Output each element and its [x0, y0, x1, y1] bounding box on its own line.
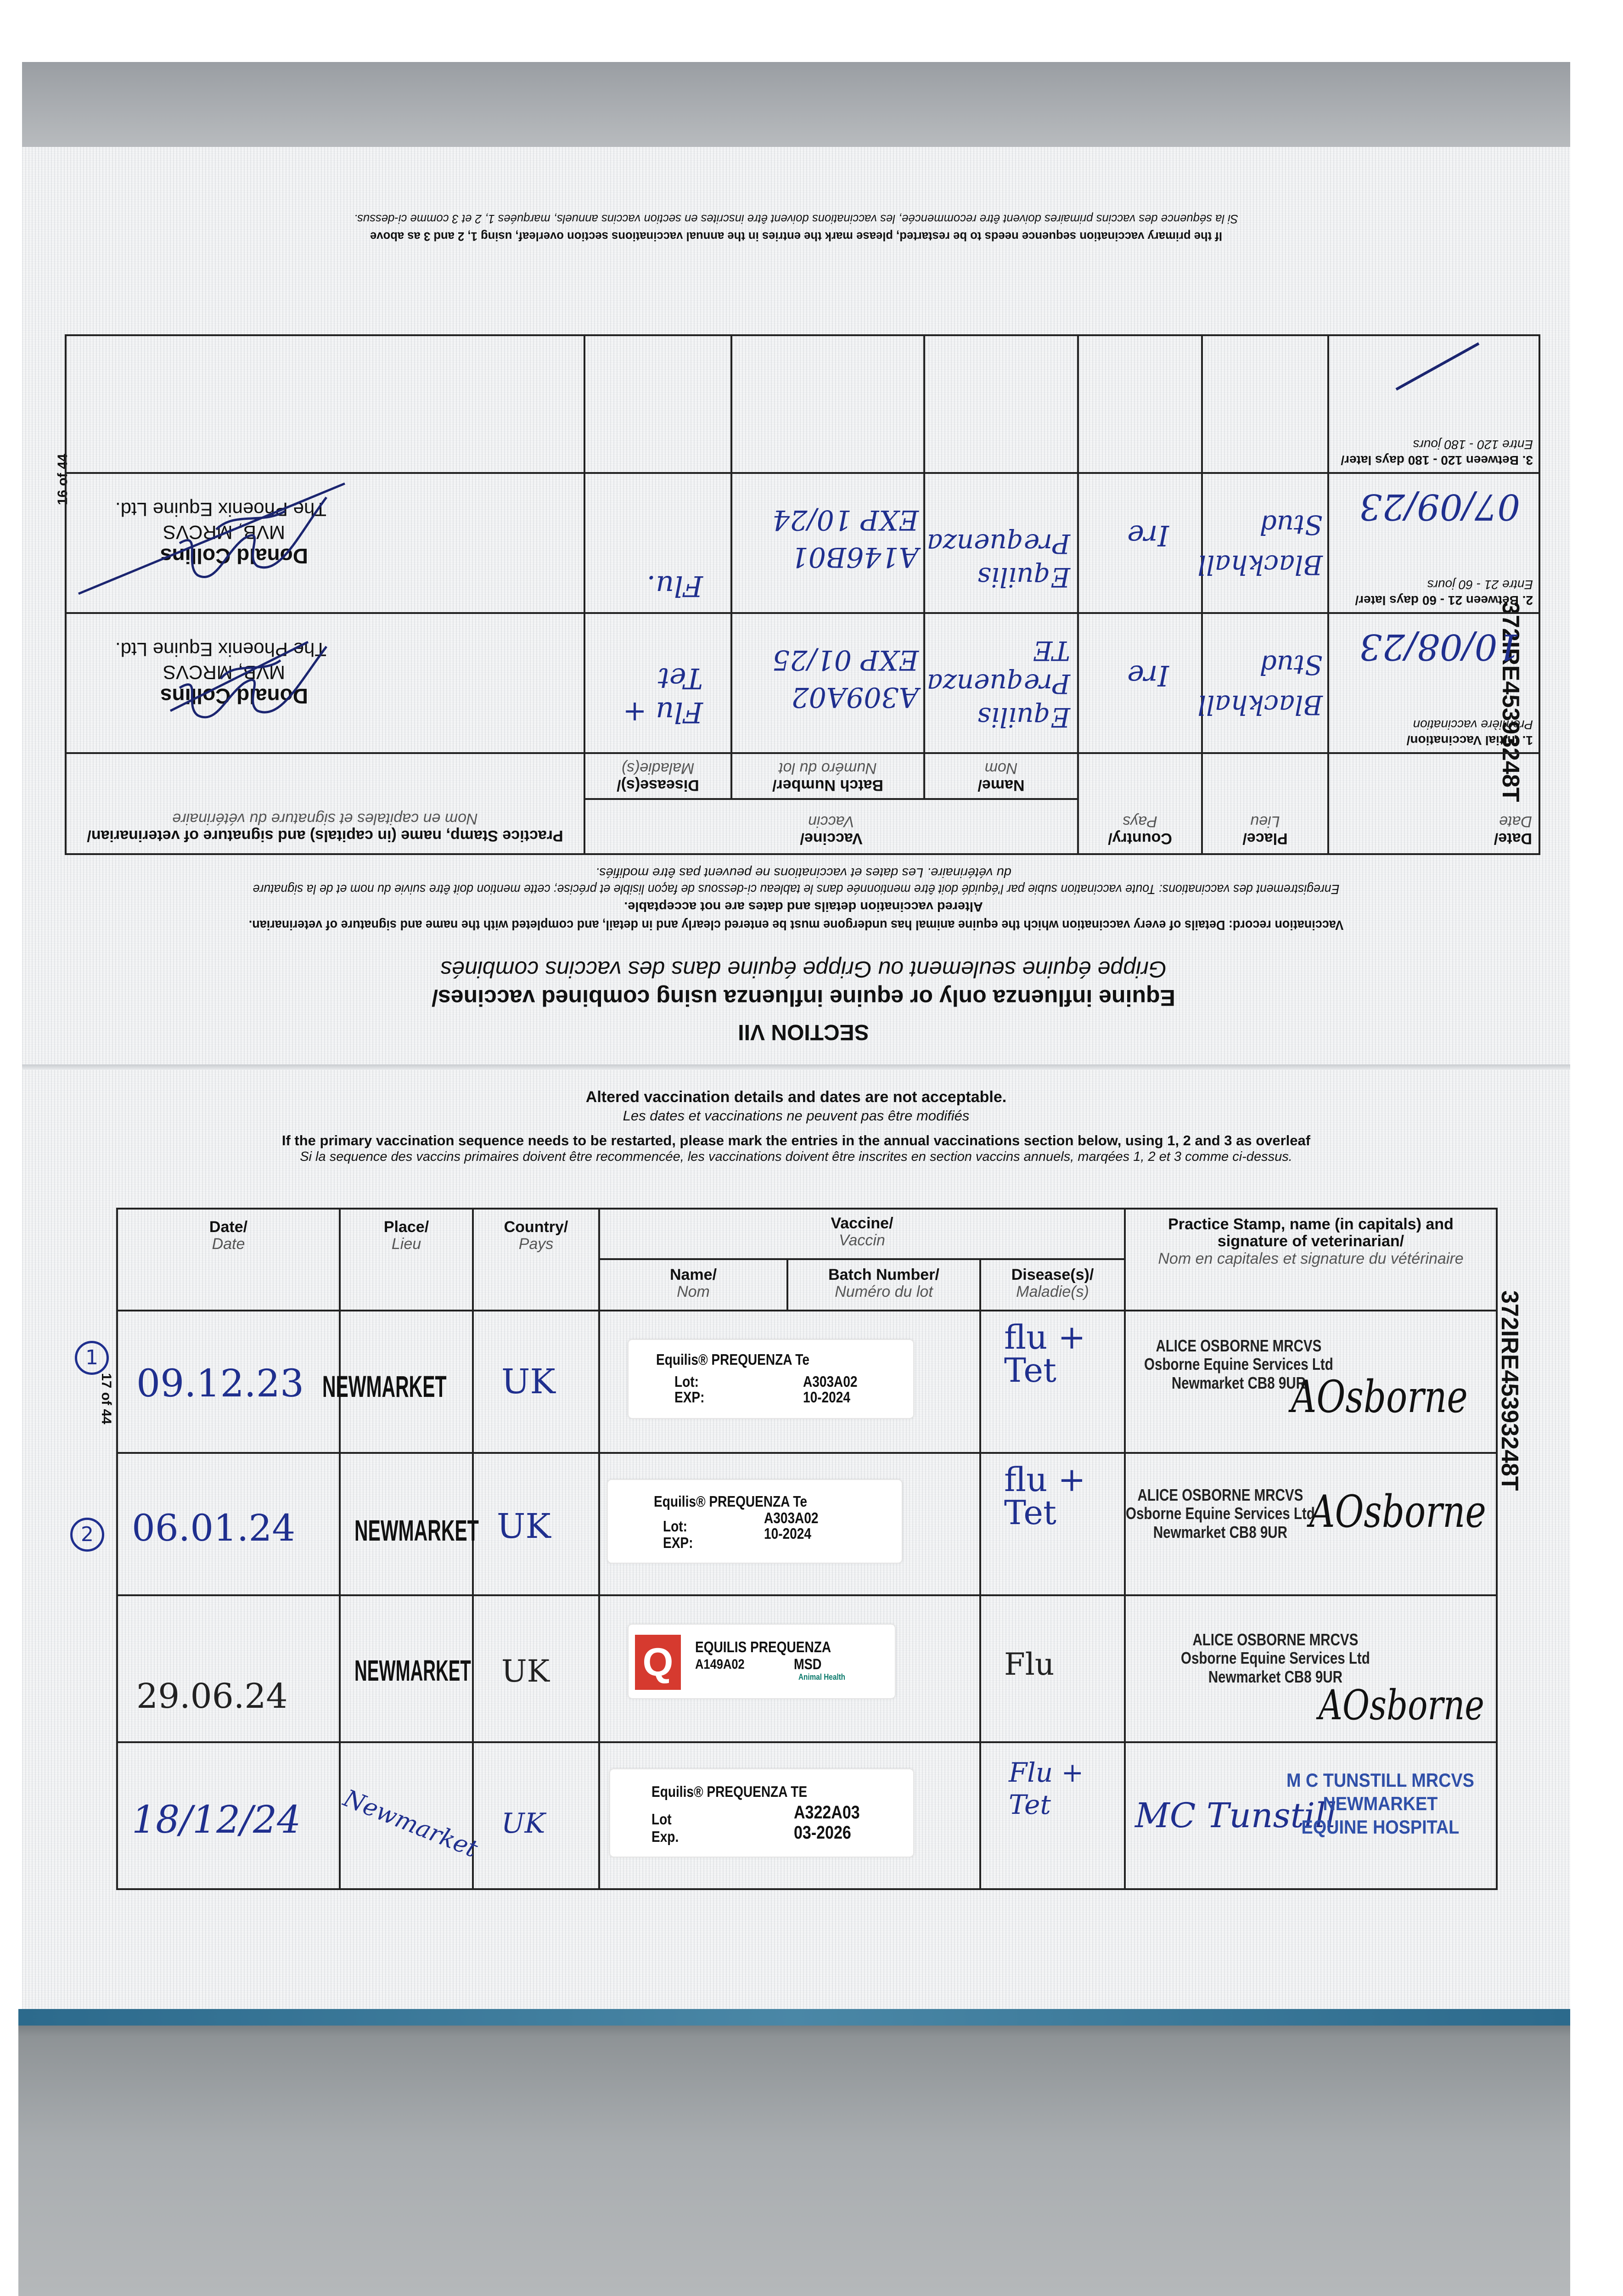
row2-label: 2. Between 21 - 60 days later/: [1355, 593, 1533, 608]
page-17: [22, 1070, 1570, 2009]
row4-lot-label: Lot: [651, 1811, 672, 1828]
row2-stamp-line1: ALICE OSBORNE MRCVS: [1137, 1486, 1303, 1504]
row2-vet-qual: MVB, MRCVS: [163, 522, 285, 543]
header-place: Place/ Lieu: [1202, 753, 1328, 854]
passport-id-side: 372IRE45393248T: [1497, 602, 1524, 802]
row1-stamp-line2: Osborne Equine Services Ltd: [1144, 1355, 1333, 1374]
row1-label-brand: Equilis® PREQUENZA Te: [656, 1351, 809, 1368]
row1-place: Blackhall Stud: [1197, 649, 1323, 720]
passport-cover-edge: [18, 2009, 1570, 2026]
row2-place: Blackhall Stud: [1197, 509, 1323, 580]
scanner-border-bottom: [18, 2009, 1570, 2296]
scanner-border-top: [22, 62, 1570, 147]
row4-stamp-cell: [1125, 1742, 1497, 1889]
passport-id-side: 372IRE45393248T: [1496, 1290, 1523, 1491]
header-vaccine: Vaccine/ Vaccin: [584, 799, 1078, 854]
altered-en: Altered vaccination details and dates are not acceptable.: [585, 1088, 1007, 1106]
row2-signature: [69, 479, 354, 603]
row4-signature: MC Tunstill: [1135, 1796, 1337, 1835]
row2-label-brand: Equilis® PREQUENZA Te: [654, 1493, 807, 1510]
page-16: [22, 147, 1570, 1070]
row1-signature: [161, 633, 336, 738]
row2-batch-cell: [731, 473, 924, 613]
header-date: Date/ Date: [117, 1209, 340, 1311]
row4-vaccine-label: [609, 1768, 914, 1857]
row1-stamp-line1: ALICE OSBORNE MRCVS: [1156, 1336, 1322, 1355]
row3-stamp-line2: Osborne Equine Services Ltd: [1181, 1649, 1370, 1668]
restart-en: If the primary vaccination sequence needs to be restarted, please mark the entries in the annual vaccinations section overleaf, using 1, 2 and 3 as above: [370, 230, 1223, 243]
page-number: 17 of 44: [99, 1373, 114, 1424]
row2-stamp: [1126, 1486, 1315, 1542]
row1-stamp-line3: Newmarket CB8 9UR: [1171, 1373, 1306, 1392]
header-disease: Disease(s)/ Maladie(s): [584, 753, 731, 799]
row3-label-brand: EQUILIS PREQUENZA: [695, 1638, 831, 1655]
row3-batch-cell: [731, 335, 924, 473]
page-16-rotated-content: [22, 147, 1570, 1070]
q-logo: Q: [635, 1635, 681, 1690]
sequence-marker-2: 2: [70, 1518, 104, 1552]
row4-date-cell: [117, 1742, 340, 1889]
row2-country: UK: [497, 1507, 551, 1546]
header-disease: Disease(s)/ Maladie(s): [980, 1259, 1125, 1311]
row3-stamp-line3: Newmarket CB8 9UR: [1208, 1667, 1342, 1686]
record-fr-2: du vétérinaire. Les dates et vaccinations ne peuvent pas être modifiés.: [595, 865, 1011, 880]
row3-disease-cell: [584, 335, 731, 473]
row1-date-cell: [117, 1311, 340, 1453]
row2-country-cell: [1078, 473, 1202, 613]
row1-disease-cell: [584, 613, 731, 753]
row4-country-cell: [473, 1742, 599, 1889]
table-row: [117, 1742, 1497, 1889]
row4-lot: A322A03: [794, 1802, 860, 1823]
altered-fr: Les dates et vaccinations ne peuvent pas être modifiés: [623, 1108, 970, 1124]
row2-place-cell: [340, 1453, 479, 1595]
row3-label: 3. Between 120 - 180 days later/: [1341, 453, 1533, 467]
row2-lot-label: Lot:: [663, 1518, 687, 1535]
row1-place-cell: [1197, 613, 1328, 753]
row4-place: Newmarket: [339, 1784, 482, 1863]
header-name: Name/ Nom: [599, 1259, 787, 1311]
row1-vet-name: Donald Collins: [160, 684, 308, 708]
row2-date: 06.01.24: [132, 1507, 296, 1549]
header-date: Date/ Date: [1328, 753, 1539, 854]
row2-vaccine-label-cell: [599, 1453, 980, 1595]
row2-disease: Flu.: [646, 569, 703, 603]
row1-disease-cell: [980, 1311, 1125, 1453]
header-batch: Batch Number/ Numéro du lot: [787, 1259, 980, 1311]
row1-country-cell: [473, 1311, 599, 1453]
row4-exp: 03-2026: [794, 1823, 851, 1843]
msd-logo-sub: Animal Health: [798, 1672, 846, 1682]
row4-stamp-line1: M C TUNSTILL MRCVS: [1286, 1769, 1474, 1791]
row3-vaccine-label: [628, 1624, 896, 1699]
row1-stamp-cell: [66, 613, 584, 753]
row1-vet-qual: MVB, MRCVS: [163, 662, 285, 683]
row1-country: UK: [501, 1362, 556, 1401]
page-number: 16 of 44: [55, 454, 70, 505]
row1-country-cell: [1078, 613, 1202, 753]
record-en: Vaccination record: Details of every vaccination which the equine animal has undergone must be entered clearly and in detail, and completed with the name and signature of veterinarian.: [248, 917, 1344, 932]
header-vaccine: Vaccine/ Vaccin: [599, 1209, 1125, 1259]
row3-strike: [1392, 339, 1483, 394]
row3-place: NEWMARKET: [354, 1654, 471, 1687]
restart-fr: Si la sequence des vaccins primaires doivent être recommencée, les vaccinations doivent être inscrites en section vaccins annuels, marqées 1, 2 et 3 comme ci-dessus.: [300, 1149, 1292, 1164]
row3-stamp-cell: [1125, 1595, 1497, 1742]
row2-disease-cell: [584, 473, 731, 613]
row4-disease-cell: [980, 1742, 1125, 1889]
row1-date-cell: [1328, 613, 1539, 753]
row4-vaccine-label-cell: [599, 1742, 980, 1889]
row3-name-cell: [924, 335, 1078, 473]
sequence-marker-1: 1: [75, 1341, 109, 1375]
row1-lot: A303A02: [803, 1373, 858, 1390]
row2-disease-cell: [980, 1453, 1125, 1595]
row4-label-brand: Equilis® PREQUENZA TE: [651, 1783, 808, 1800]
msd-logo: MSD: [794, 1656, 822, 1672]
row3-signature: AOsborne: [1319, 1681, 1484, 1729]
row2-place: NEWMARKET: [354, 1514, 479, 1547]
row3-vaccine-label-cell: [599, 1595, 980, 1742]
row3-stamp: [1181, 1631, 1370, 1686]
row1-disease: Flu + Tet: [623, 661, 703, 729]
table-row: [117, 1595, 1497, 1742]
row1-signature: AOsborne: [1291, 1371, 1468, 1423]
row1-exp-label: EXP:: [674, 1389, 705, 1406]
row3-place-cell: [340, 1595, 473, 1742]
row2-label-fr: Entre 21 - 60 jours: [1427, 578, 1533, 592]
row2-vet-practice: The Phoenix Equine Ltd.: [115, 499, 326, 520]
table-row: [117, 1453, 1497, 1595]
row1-lot-label: Lot:: [674, 1373, 699, 1390]
header-place: Place/ Lieu: [340, 1209, 473, 1311]
header-name: Name/ Nom: [924, 753, 1078, 799]
row2-signature: AOsborne: [1309, 1486, 1486, 1537]
row2-date: 07/09/23: [1359, 486, 1520, 527]
row2-country-cell: [473, 1453, 599, 1595]
row3-country-cell: [473, 1595, 599, 1742]
title-fr: Grippe équine seulement ou Grippe équine dans des vaccins combinés: [440, 957, 1167, 982]
row3-date-cell: [1328, 335, 1539, 473]
row1-place: NEWMARKET: [322, 1369, 447, 1403]
row3-stamp-cell: [66, 335, 584, 473]
row1-vet-practice: The Phoenix Equine Ltd.: [115, 639, 326, 660]
row1-vaccine-label: [628, 1339, 914, 1419]
row2-country: Ire: [1127, 519, 1169, 552]
row1-name: Equilis Prequenza TE: [927, 635, 1070, 733]
row2-exp-label: EXP:: [663, 1534, 693, 1551]
row3-stamp-line1: ALICE OSBORNE MRCVS: [1192, 1630, 1359, 1649]
header-batch: Batch Number/ Numéro du lot: [731, 753, 924, 799]
row2-stamp-cell: [66, 473, 584, 613]
row4-place-cell: [339, 1742, 482, 1889]
row1-batch: A309A02 EXP 01/25: [772, 644, 919, 713]
row2-exp: 10-2024: [764, 1525, 811, 1542]
row2-date-cell: [117, 1453, 340, 1595]
row4-date: 18/12/24: [132, 1798, 301, 1842]
row1-place-cell: [322, 1311, 473, 1453]
row2-disease: flu + Tet: [1004, 1460, 1086, 1532]
row2-stamp-line2: Osborne Equine Services Ltd: [1126, 1504, 1315, 1523]
row1-name-cell: [924, 613, 1078, 753]
row1-stamp-cell: [1125, 1311, 1497, 1453]
row4-stamp-line3: EQUINE HOSPITAL: [1301, 1816, 1460, 1838]
row4-stamp: [1286, 1768, 1474, 1839]
row2-date-cell: [1328, 473, 1539, 613]
row3-disease: Flu: [1004, 1647, 1055, 1682]
row3-disease-cell: [980, 1595, 1125, 1742]
row1-label: 1. Initial Vaccination/: [1406, 733, 1533, 748]
header-stamp: Practice Stamp, name (in capitals) and signature of veterinarian/ Nom en capitales et signature du vétérinaire: [66, 753, 584, 854]
row2-place-cell: [1197, 473, 1328, 613]
annual-vaccination-table: [116, 1208, 1498, 1890]
header-country: Country/ Pays: [473, 1209, 599, 1311]
header-stamp: Practice Stamp, name (in capitals) and signature of veterinarian/ Nom en capitales et signature du vétérinaire: [1125, 1209, 1497, 1311]
row3-date-cell: [117, 1595, 340, 1742]
section-title: SECTION VII: [738, 1020, 869, 1044]
row1-country: Ire: [1127, 659, 1169, 692]
restart-fr: Si la séquence des vaccins primaires doivent être recommencée, les vaccinations doivent être inscrites en section vaccins annuels, marquées 1, 2 et 3 comme ci-dessus.: [354, 212, 1239, 226]
row1-exp: 10-2024: [803, 1389, 850, 1406]
row1-vaccine-label-cell: [599, 1311, 980, 1453]
row3-place-cell: [1202, 335, 1328, 473]
row2-name: Equilis Prequenza: [927, 528, 1070, 593]
row4-disease: Flu + Tet: [1009, 1757, 1084, 1820]
row2-stamp-line3: Newmarket CB8 9UR: [1153, 1522, 1287, 1542]
title-en: Equine influenza only or equine influenza using combined vaccines/: [432, 985, 1175, 1011]
row3-date: 29.06.24: [136, 1677, 288, 1716]
row4-exp-label: Exp.: [651, 1828, 679, 1845]
record-fr-1: Enregistrement des vaccinations: Toute vaccination subie par l'équidé doit être mentionnée dans le tableau ci-dessous de façon lisible et précise; cette mention doit être suivie du nom et de la signature: [253, 882, 1340, 896]
primary-vaccination-table: [65, 334, 1540, 855]
row2-name-cell: [924, 473, 1078, 613]
row4-stamp-line2: NEWMARKET: [1323, 1793, 1438, 1815]
row4-country: UK: [501, 1807, 545, 1840]
altered-en: Altered vaccination details and dates are not acceptable.: [624, 899, 983, 914]
row3-lot: A149A02: [695, 1657, 745, 1672]
table-row: [117, 1311, 1497, 1453]
row2-stamp-cell: [1125, 1453, 1497, 1595]
row3-label-fr: Entre 120 - 180 jours: [1413, 438, 1533, 452]
row1-disease: flu + Tet: [1004, 1318, 1086, 1390]
row2-vet-name: Donald Collins: [160, 544, 308, 568]
row1-date: 09.12.23: [136, 1362, 304, 1406]
restart-en: If the primary vaccination sequence needs to be restarted, please mark the entries in the annual vaccinations section below, using 1, 2 and 3 as overleaf: [281, 1132, 1311, 1148]
row1-label-fr: Première vaccination: [1413, 718, 1533, 732]
row1-date: 10/08/23: [1359, 626, 1520, 667]
row2-batch: A146B01 EXP 10/24: [772, 504, 919, 573]
header-country: Country/ Pays: [1078, 753, 1202, 854]
row3-country-cell: [1078, 335, 1202, 473]
row1-batch-cell: [731, 613, 924, 753]
row2-vaccine-label: [607, 1479, 903, 1564]
row3-country: UK: [501, 1654, 550, 1689]
row2-lot: A303A02: [764, 1509, 819, 1526]
